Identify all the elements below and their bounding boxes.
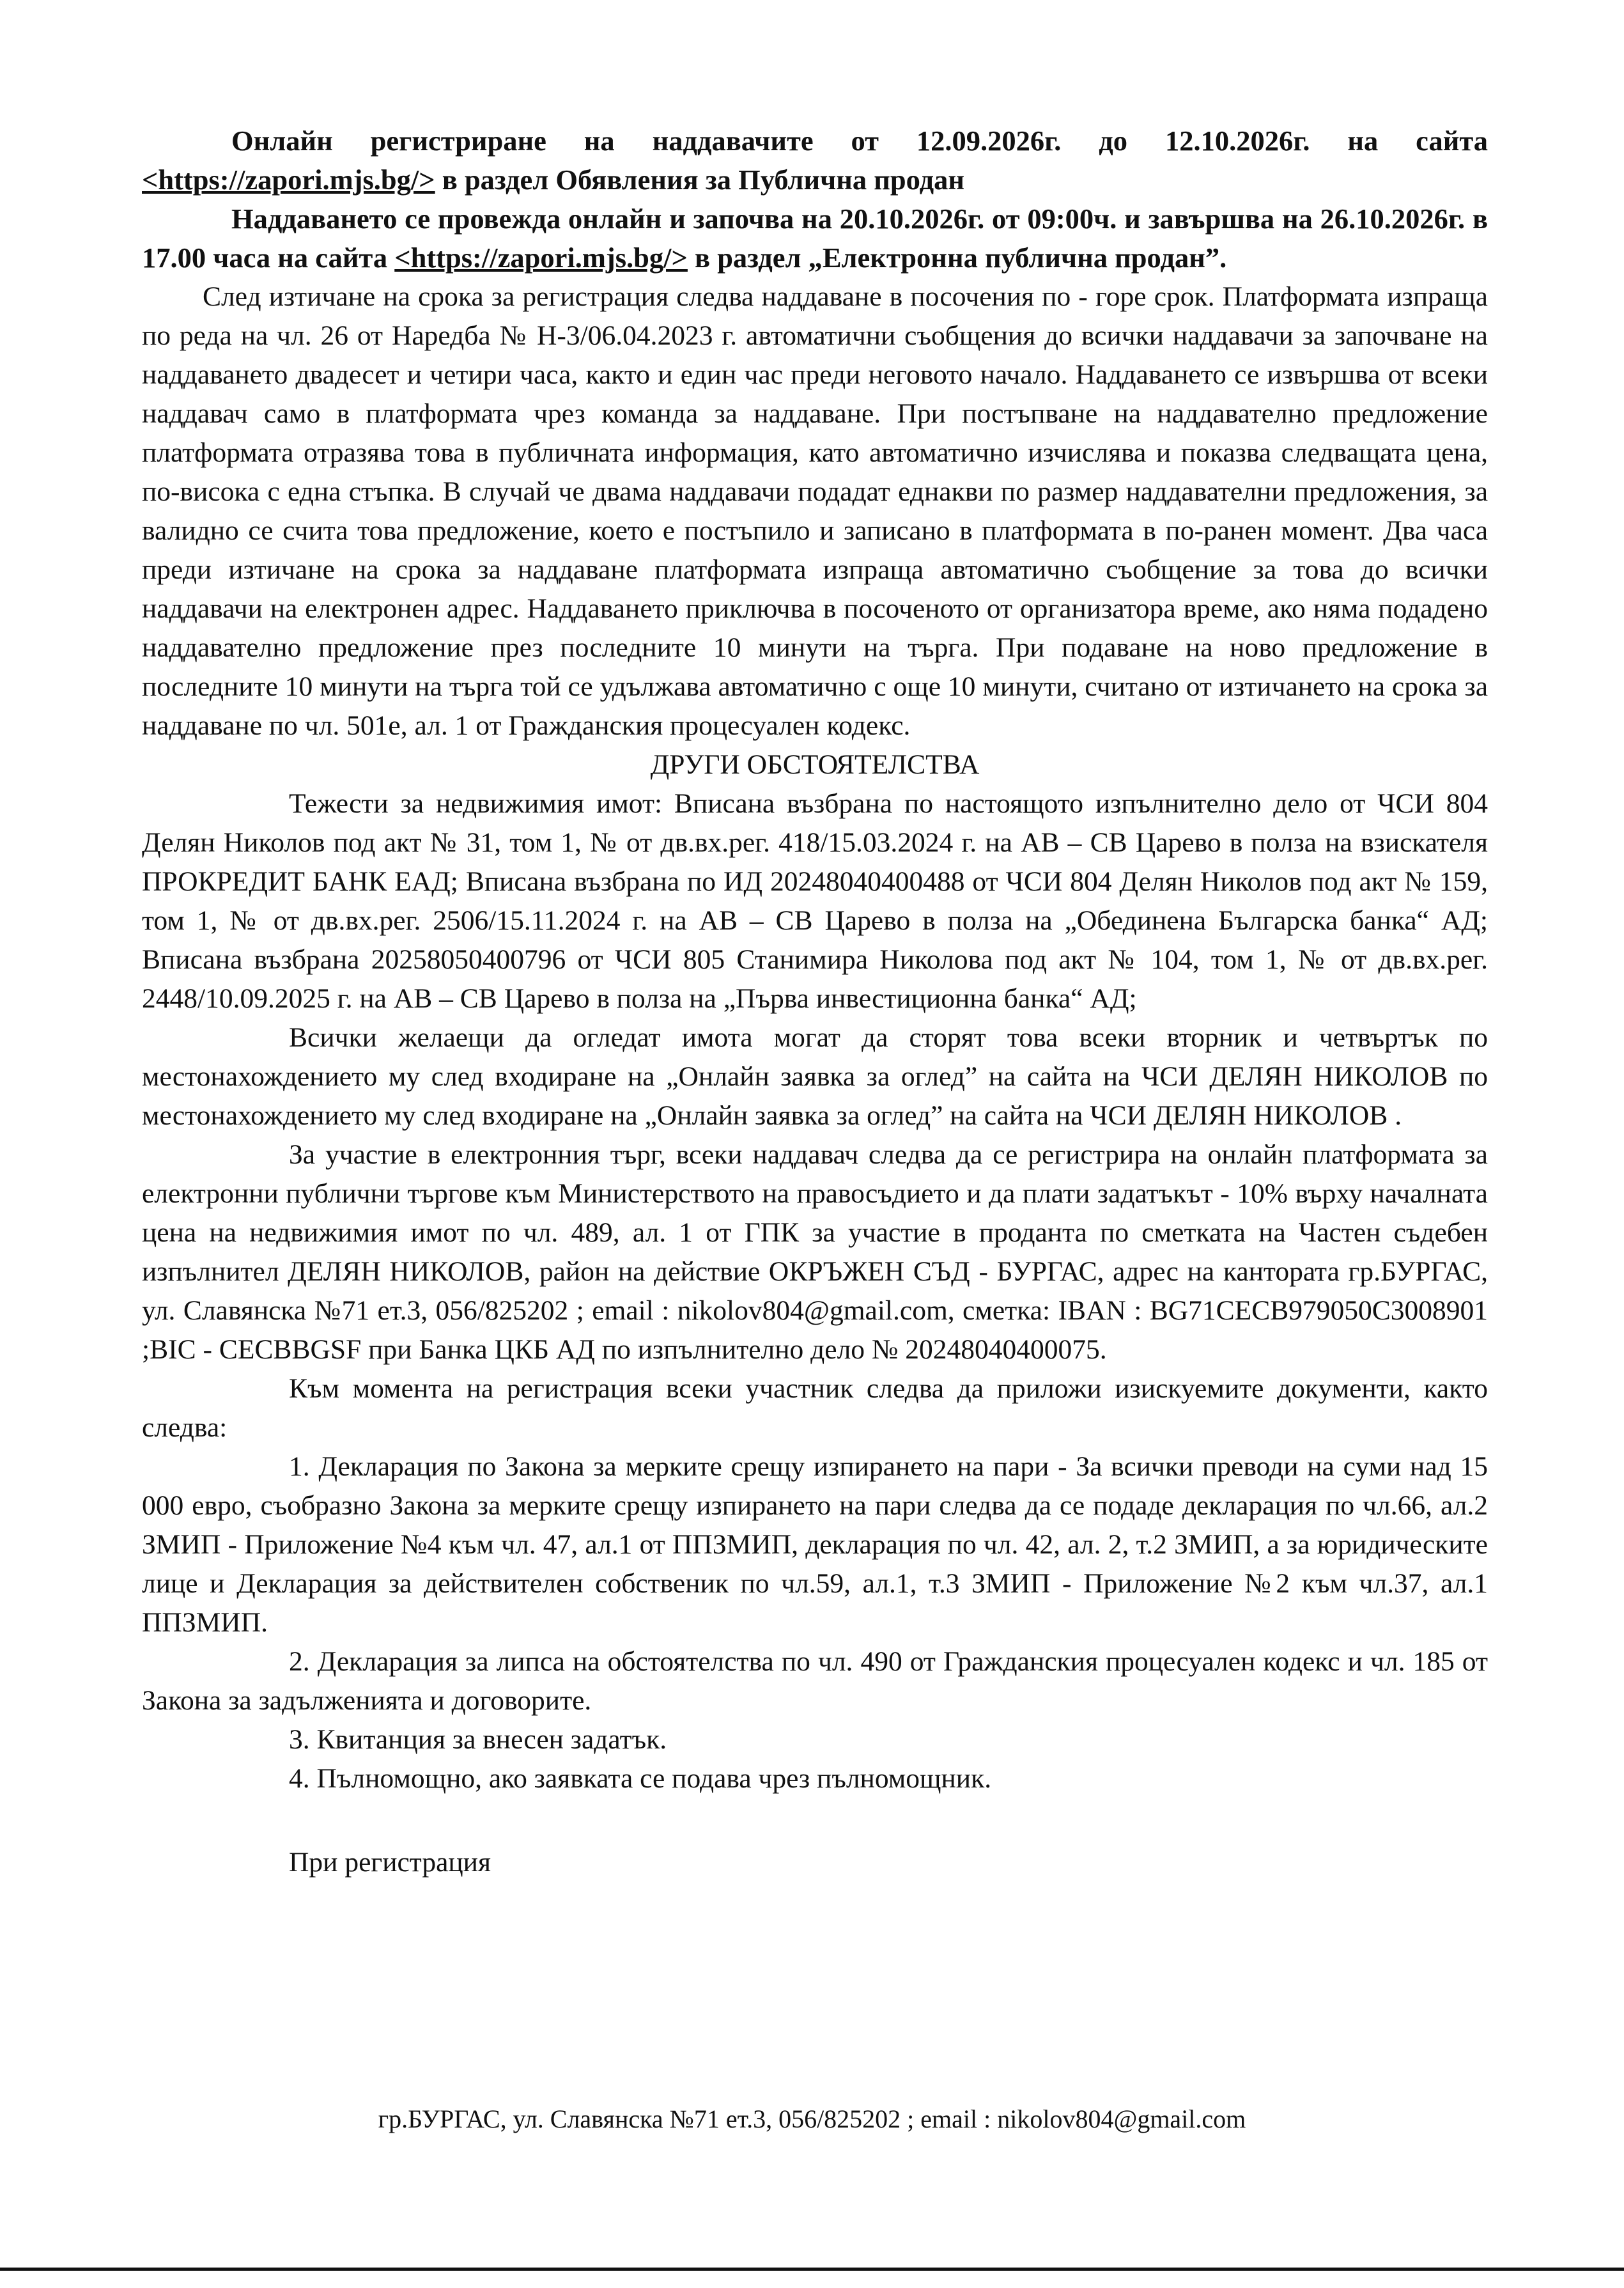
other-circumstances-heading: ДРУГИ ОБСТОЯТЕЛСТВА [650, 749, 980, 780]
document-item-3: 3. Квитанция за внесен задатък. [289, 1724, 667, 1755]
registration-text: Онлайн регистриране на наддавачите от 12.09.2026г. до 12.10.2026г. на сайта [231, 125, 1488, 157]
spacer [142, 1798, 1488, 1843]
registration-section-text: в раздел Обявления за Публична продан [435, 164, 964, 196]
documents-intro: Към момента на регистрация всеки участник следва да приложи изискуемите документи, както следва: [142, 1373, 1488, 1443]
procedure-paragraph: След изтичане на срока за регистрация следва наддаване в посочения по - горе срок. Платформата изпраща по реда на чл. 26 от Наредба № Н-3/06.04.2023 г. автоматични съобщения до всички наддавачи за започване на наддаването двадесет и четири часа, както и един час преди неговото начало. Наддаването се извършва от всеки наддавач само в платформата чрез команда за наддаване. При постъпване на наддавателно предложение платформата отразява това в публичната информация, като автоматично изчислява и показва следващата цена, по-висока с една стъпка. В случай че двама наддавачи подадат еднакви по размер наддавателни предложения, за валидно се счита това предложение, което е постъпило и записано в платформата в по-ранен момент. Два часа преди изтичане на срока за наддаване платформата изпраща автоматично съобщение за това до всички наддавачи на електронен адрес. Наддаването приключва в посоченото от организатора време, ако няма подадено наддавателно предложение през последните 10 минути на търга. При подаване на ново предложение в последните 10 минути на търга той се удължава автоматично с още 10 минути, считано от изтичането на срока за наддаване по чл. 501е, ал. 1 от Гражданския процесуален кодекс. [142, 281, 1488, 741]
bidding-section-text: в раздел „Електронна публична продан”. [687, 242, 1227, 274]
document-body [142, 121, 1488, 1882]
document-item-1: 1. Декларация по Закона за мерките срещу изпирането на пари - За всички преводи на суми над 15 000 евро, съобразно Закона за мерките срещу изпирането на пари следва да се подаде декларация по чл.66, ал.2 ЗМИП - Приложение №4 към чл. 47, ал.1 от ППЗМИП, декларация по чл. 42, ал. 2, т.2 ЗМИП, а за юридическите лице и Декларация за действителен собственик по чл.59, ал.1, т.3 ЗМИП - Приложение №2 към чл.37, ал.1 ППЗМИП. [142, 1451, 1488, 1638]
document-item-2: 2. Декларация за липса на обстоятелства по чл. 490 от Гражданския процесуален кодекс и чл. 185 от Закона за задълженията и договорите. [142, 1646, 1488, 1716]
bidding-paragraph [142, 199, 1488, 277]
registration-link[interactable]: <https://zapori.mjs.bg/> [142, 164, 435, 196]
footer-address: гр.БУРГАС, ул. Славянска №71 ет.3, 056/825202 ; email : nikolov804@gmail.com [378, 2105, 1246, 2133]
registration-note: При регистрация [289, 1847, 491, 1878]
registration-paragraph [142, 121, 1488, 199]
inspection-paragraph: Всички желаещи да огледат имота могат да сторят това всеки вторник и четвъртък по местонахождението му след входиране на „Онлайн заявка за оглед” на сайта на ЧСИ ДЕЛЯН НИКОЛОВ по местонахождението му след входиране на „Онлайн заявка за оглед” на сайта на ЧСИ ДЕЛЯН НИКОЛОВ . [142, 1022, 1488, 1131]
bidding-link[interactable]: <https://zapori.mjs.bg/> [394, 242, 688, 274]
participation-paragraph: За участие в електронния търг, всеки наддавач следва да се регистрира на онлайн платформата за електронни публични търгове към Министерството на правосъдието и да плати задатъкът - 10% върху началната цена на недвижимия имот по чл. 489, ал. 1 от ГПК за участие в проданта по сметката на Частен съдебен изпълнител ДЕЛЯН НИКОЛОВ, район на действие ОКРЪЖЕН СЪД - БУРГАС, адрес на кантората гр.БУРГАС, ул. Славянска №71 ет.3, 056/825202 ; email : nikolov804@gmail.com, сметка: IBAN : BG71CECB979050C3008901 ;BIC - CECBBGSF при Банка ЦКБ АД по изпълнително дело № 20248040400075. [142, 1139, 1488, 1365]
document-item-4: 4. Пълномощно, ако заявката се подава чрез пълномощник. [289, 1763, 992, 1794]
bidding-text: Наддаването се провежда онлайн и започва на 20.10.2026г. от 09:00ч. и завършва на 26.10.2026г. в 17.00 часа на сайта [142, 203, 1488, 274]
encumbrances-paragraph: Тежести за недвижимия имот: Вписана възбрана по настоящото изпълнително дело от ЧСИ 804 Делян Николов под акт № 31, том 1, № от дв.вх.рег. 418/15.03.2024 г. на АВ – СВ Царево в полза на взискателя ПРОКРЕДИТ БАНК ЕАД; Вписана възбрана по ИД 20248040400488 от ЧСИ 804 Делян Николов под акт № 159, том 1, № от дв.вх.рег. 2506/15.11.2024 г. на АВ – СВ Царево в полза на „Обединена Българска банка“ АД; Вписана възбрана 20258050400796 от ЧСИ 805 Станимира Николова под акт № 104, том 1, № от дв.вх.рег. 2448/10.09.2025 г. на АВ – СВ Царево в полза на „Първа инвестиционна банка“ АД; [142, 788, 1488, 1014]
bottom-divider [0, 2268, 1624, 2271]
